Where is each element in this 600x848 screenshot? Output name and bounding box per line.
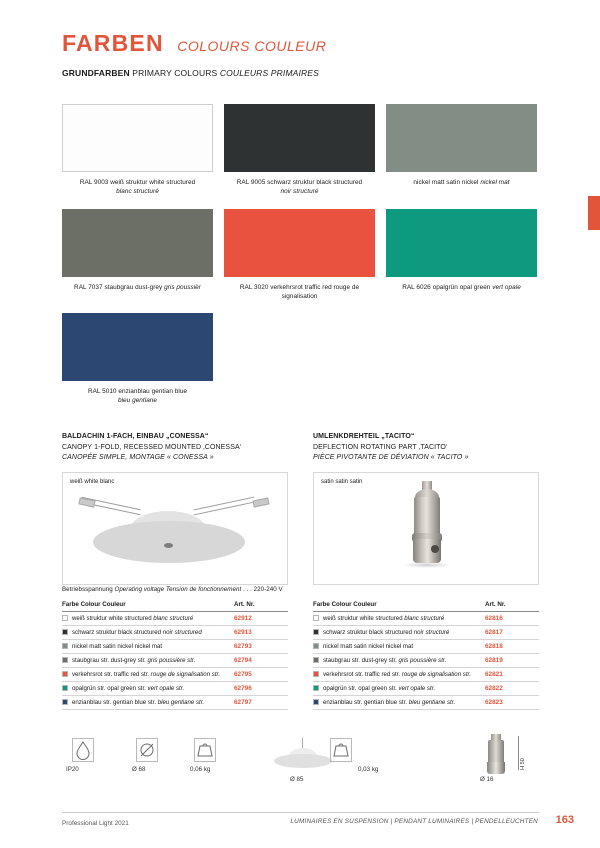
table-row[interactable] <box>62 696 288 710</box>
colour-swatch-icon <box>313 657 319 663</box>
colour-name: verkehrsrot str. traffic red str. <box>72 671 151 678</box>
col-colour: Farbe Colour Couleur <box>313 598 485 612</box>
section-edge-tab <box>588 196 600 230</box>
product-image-tacito <box>313 472 539 585</box>
swatch-caption-text: RAL 3020 verkehrsrot traffic red rouge de <box>239 283 360 291</box>
page-title: FARBEN <box>62 30 164 56</box>
product-image-canopy <box>62 472 288 585</box>
section-heading-en: PRIMARY COLOURS <box>129 68 220 78</box>
operating-voltage <box>62 586 288 593</box>
colour-cell <box>313 696 485 710</box>
colour-chip <box>62 209 213 277</box>
footer-divider <box>62 812 539 813</box>
col-colour: Farbe Colour Couleur <box>62 598 234 612</box>
colour-name-fr: rouge de signalisation str. <box>401 671 472 678</box>
colour-name: staubgrau str. dust-grey str. <box>72 657 148 664</box>
height-dimension-line <box>518 736 519 770</box>
colour-cell <box>62 668 234 682</box>
colour-name-fr: vert opale str. <box>398 685 436 692</box>
cutout-icon <box>136 738 158 762</box>
swatch-caption <box>62 387 213 406</box>
swatch-caption-it: signalisation <box>281 292 318 300</box>
article-number: 62912 <box>234 612 288 626</box>
colour-name-fr: gris poussière str. <box>147 657 196 664</box>
colour-name-fr: noir structuré <box>413 629 450 636</box>
voltage-value: 220-240 V <box>253 586 283 593</box>
tacito-shadow <box>402 562 452 568</box>
table-row[interactable] <box>62 682 288 696</box>
article-number: 62822 <box>485 682 539 696</box>
colour-swatch-icon <box>313 671 319 677</box>
table-row[interactable] <box>62 612 288 626</box>
article-number: 62823 <box>485 696 539 710</box>
table-row[interactable] <box>62 654 288 668</box>
product-title-en: DEFLECTION ROTATING PART ‚TACITO‘ <box>313 443 448 451</box>
cutout-value: Ø 68 <box>132 766 146 773</box>
colour-swatch-grid <box>62 104 539 418</box>
swatch-caption-text: RAL 6026 opalgrün opal green <box>402 283 491 291</box>
swatch-caption-text: RAL 5010 enzianblau gentian blue <box>87 388 188 396</box>
colour-chip <box>386 104 537 172</box>
swatch-row <box>62 209 539 302</box>
table-row[interactable] <box>313 612 539 626</box>
article-number: 62796 <box>234 682 288 696</box>
swatch-caption-it: noir structuré <box>280 188 319 196</box>
swatch-cell <box>224 104 375 197</box>
colour-name: weiß struktur white structured <box>323 615 405 622</box>
colour-name: opalgrün str. opal green str. <box>323 685 399 692</box>
colour-cell <box>62 696 234 710</box>
tacito-diameter-value: Ø 16 <box>480 776 494 783</box>
colour-cell <box>313 640 485 654</box>
table-row[interactable] <box>313 668 539 682</box>
colour-name-fr: blanc structuré <box>153 615 194 622</box>
product-image-label: weiß white blanc <box>70 478 115 485</box>
tacito-outlet <box>431 545 439 553</box>
section-heading-de: GRUNDFARBEN <box>62 68 130 78</box>
colour-chip <box>62 104 213 172</box>
swatch-cell <box>224 209 375 302</box>
colour-swatch-icon <box>313 643 319 649</box>
swatch-row <box>62 104 539 197</box>
colour-name-fr: bleu gentiane str. <box>408 699 456 706</box>
tacito-base-mini <box>487 762 505 774</box>
colour-name: enzianblau str. gentian blue str. <box>72 699 158 706</box>
table-row[interactable] <box>62 640 288 654</box>
product-title-de: BALDACHIN 1-FACH, EINBAU „CONESSA“ <box>62 433 209 440</box>
swatch-caption-text: RAL 9003 weiß struktur white structured <box>79 179 196 186</box>
colour-name-fr: rouge de signalisation str. <box>150 671 221 678</box>
colour-chip <box>224 209 375 277</box>
product-block-tacito <box>313 432 539 585</box>
swatch-cell <box>62 104 213 197</box>
col-art-nr: Art. Nr. <box>234 598 288 612</box>
swatch-caption <box>62 178 213 197</box>
weight-value: 0,06 kg <box>190 766 211 773</box>
colour-name-fr: noir structured <box>162 629 202 636</box>
order-table-tacito <box>313 598 539 710</box>
tacito-dimension-drawing <box>480 734 514 776</box>
swatch-caption <box>386 283 537 292</box>
footer-category: LUMINAIRES EN SUSPENSION | PENDANT LUMINAIRES | PENDELLEUCHTEN <box>290 818 538 825</box>
page-subtitle: COLOURS COULEUR <box>177 38 327 54</box>
canopy-diameter-value: Ø 85 <box>290 776 304 783</box>
voltage-label-en-fr: Operating voltage Tension de fonctionnement <box>114 586 242 593</box>
colour-name: weiß struktur white structured <box>72 615 154 622</box>
article-number: 62797 <box>234 696 288 710</box>
table-row[interactable] <box>313 626 539 640</box>
colour-name-fr: vert opale str. <box>147 685 185 692</box>
colour-swatch-icon <box>62 629 68 635</box>
section-heading <box>62 68 319 78</box>
table-row[interactable] <box>313 696 539 710</box>
colour-cell <box>62 626 234 640</box>
swatch-cell <box>62 209 213 302</box>
colour-swatch-icon <box>313 615 319 621</box>
colour-swatch-icon <box>313 685 319 691</box>
product-title-fr: CANOPÉE SIMPLE, MONTAGE « CONESSA » <box>62 454 214 461</box>
table-row[interactable] <box>62 668 288 682</box>
swatch-cell-empty <box>224 313 375 406</box>
canopy-outlet <box>164 543 173 548</box>
product-block-canopy <box>62 432 288 585</box>
article-number: 62913 <box>234 626 288 640</box>
colour-swatch-icon <box>62 643 68 649</box>
ip-rating-icon <box>72 738 94 762</box>
section-heading-fr: COULEURS PRIMAIRES <box>219 68 319 78</box>
colour-name: verkehrsrot str. traffic red str. <box>323 671 402 678</box>
colour-chip <box>62 313 213 381</box>
product-title-de: UMLENKDREHTEIL „TACITO“ <box>313 433 415 440</box>
swatch-caption <box>224 283 375 302</box>
swatch-cell-empty <box>386 313 537 406</box>
colour-swatch-icon <box>313 699 319 705</box>
colour-name: staubgrau str. dust-grey str. <box>323 657 399 664</box>
table-row[interactable] <box>313 654 539 668</box>
swatch-caption <box>62 283 213 292</box>
article-number: 62795 <box>234 668 288 682</box>
colour-chip <box>224 104 375 172</box>
article-number: 62816 <box>485 612 539 626</box>
swatch-caption-it: blanc structuré <box>116 188 159 196</box>
swatch-caption-text: RAL 9005 schwarz struktur black structured <box>236 179 363 186</box>
colour-cell <box>313 654 485 668</box>
colour-name: opalgrün str. opal green str. <box>72 685 148 692</box>
swatch-caption-it: gris poussièr <box>164 283 201 291</box>
colour-swatch-icon <box>62 685 68 691</box>
article-number: 62817 <box>485 626 539 640</box>
weight-value-right: 0,03 kg <box>358 766 379 773</box>
tacito-height-value: H 50 <box>520 758 526 770</box>
swatch-caption-it: vert opale <box>492 283 521 291</box>
ip-rating-value: IP20 <box>66 766 79 773</box>
page-number: 163 <box>555 814 574 826</box>
swatch-cell <box>62 313 213 406</box>
colour-cell <box>313 668 485 682</box>
article-number: 62819 <box>485 654 539 668</box>
spec-icon-strip <box>62 738 539 794</box>
footer-catalog-name: Professional Light 2021 <box>62 820 129 827</box>
weight-icon <box>330 738 352 762</box>
colour-cell <box>313 612 485 626</box>
colour-cell <box>62 640 234 654</box>
colour-swatch-icon <box>62 615 68 621</box>
colour-swatch-icon <box>313 629 319 635</box>
product-title-en: CANOPY 1-FOLD, RECESSED MOUNTED ‚CONESSA‘ <box>62 443 242 451</box>
col-art-nr: Art. Nr. <box>485 598 539 612</box>
colour-cell <box>62 654 234 668</box>
canopy-plate <box>93 521 245 563</box>
article-number: 62793 <box>234 640 288 654</box>
article-number: 62818 <box>485 640 539 654</box>
swatch-caption <box>386 178 537 187</box>
swatch-cell <box>386 209 537 302</box>
page-header <box>62 30 326 57</box>
colour-swatch-icon <box>62 699 68 705</box>
colour-name: nickel matt satin nickel nickel mat <box>323 643 414 650</box>
swatch-caption-it: nickel mat <box>480 179 510 186</box>
colour-name: schwarz struktur black structured <box>323 629 414 636</box>
product-title-fr: PIÈCE PIVOTANTE DE DÉVIATION « TACITO » <box>313 454 469 461</box>
table-row[interactable] <box>62 626 288 640</box>
table-header-row <box>313 598 539 612</box>
swatch-row <box>62 313 539 406</box>
colour-name: nickel matt satin nickel nickel mat <box>72 643 163 650</box>
article-number: 62821 <box>485 668 539 682</box>
colour-name-fr: gris poussière str. <box>398 657 447 664</box>
swatch-cell <box>386 104 537 197</box>
table-header-row <box>62 598 288 612</box>
product-image-label: satin satin satin <box>321 478 363 485</box>
voltage-label-de: Betriebsspannung <box>62 586 115 593</box>
weight-icon <box>194 738 216 762</box>
swatch-caption <box>224 178 375 197</box>
colour-cell <box>313 682 485 696</box>
colour-cell <box>62 682 234 696</box>
table-row[interactable] <box>313 640 539 654</box>
voltage-dots: . . . <box>241 586 254 593</box>
colour-name: enzianblau str. gentian blue str. <box>323 699 409 706</box>
colour-cell <box>62 612 234 626</box>
colour-swatch-icon <box>62 671 68 677</box>
article-number: 62794 <box>234 654 288 668</box>
order-table-canopy <box>62 598 288 710</box>
colour-chip <box>386 209 537 277</box>
swatch-caption-it: bleu gentiane <box>117 397 158 405</box>
canopy-plate-mini <box>274 754 332 768</box>
colour-name-fr: bleu gentiane str. <box>157 699 205 706</box>
colour-swatch-icon <box>62 657 68 663</box>
colour-name: schwarz struktur black structured <box>72 629 163 636</box>
cable-end <box>252 497 269 507</box>
colour-name-fr: blanc structuré <box>404 615 445 622</box>
colour-cell <box>313 626 485 640</box>
swatch-caption-text: RAL 7037 staubgrau dust-grey <box>74 283 163 291</box>
swatch-caption-text: nickel matt satin nickel <box>413 179 479 186</box>
table-row[interactable] <box>313 682 539 696</box>
